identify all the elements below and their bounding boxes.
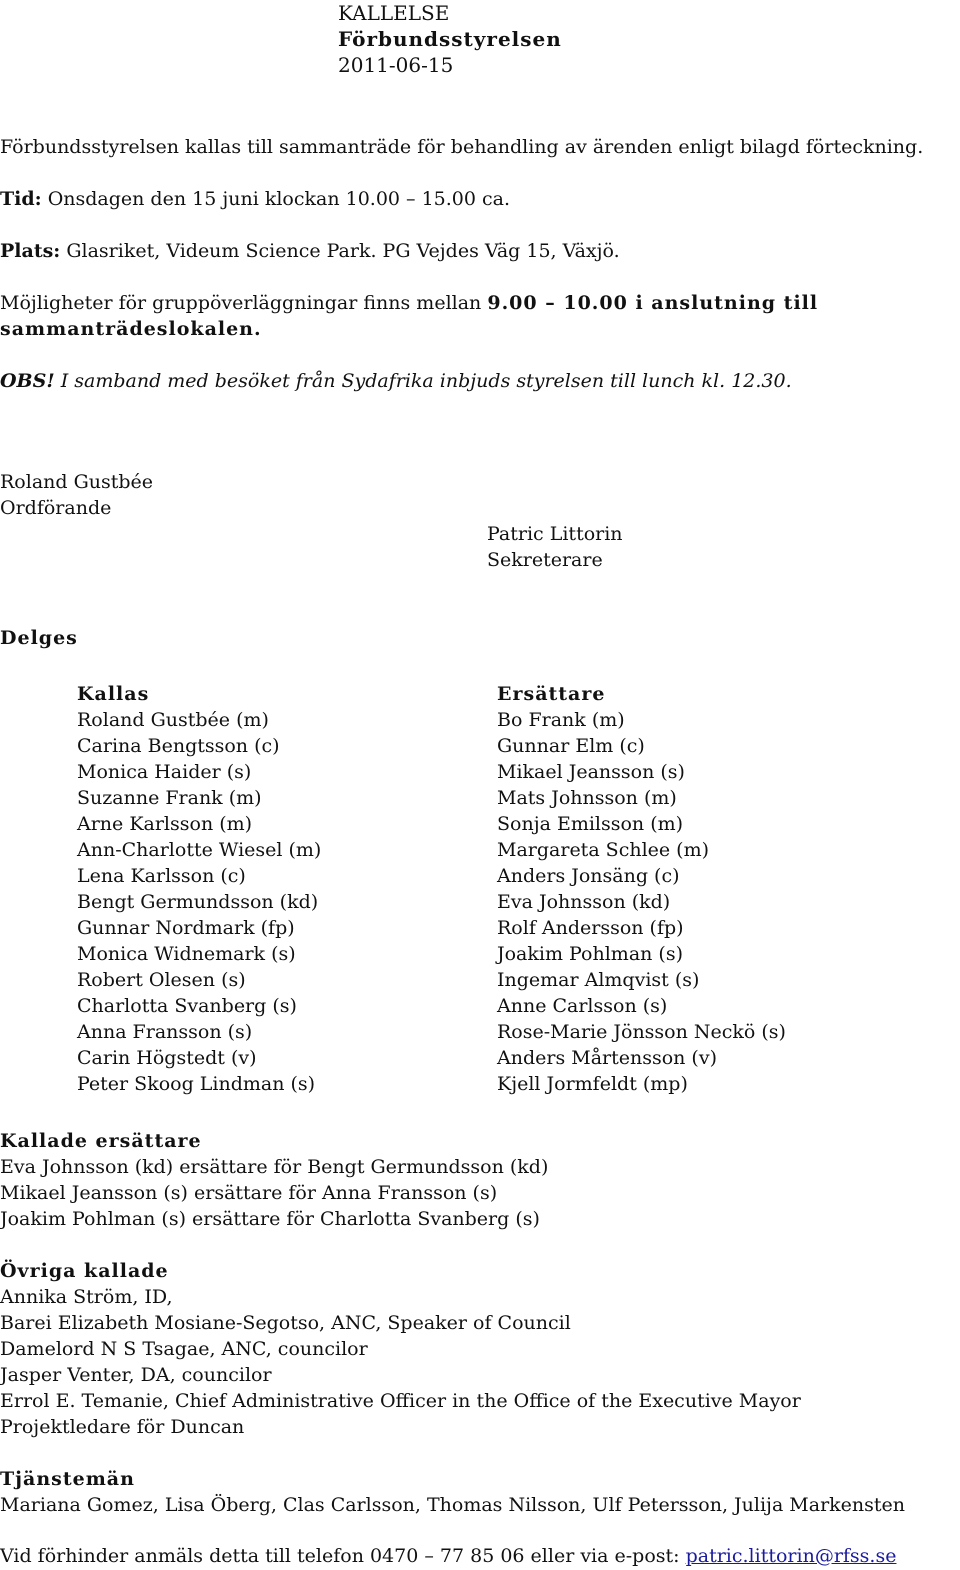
place-text: Glasriket, Videum Science Park. PG Vejdes Väg 15, Växjö. xyxy=(60,240,620,262)
ovriga-kallade-section xyxy=(0,1258,801,1440)
delges-heading: Delges xyxy=(0,627,78,649)
list-item: Eva Johnsson (kd) ersättare för Bengt Germundsson (kd) xyxy=(0,1156,549,1178)
intro-text: Förbundsstyrelsen kallas till sammanträde för behandling av ärenden enligt bilagd förteckning. xyxy=(0,136,924,158)
list-item: Joakim Pohlman (s) ersättare för Charlotta Svanberg (s) xyxy=(0,1208,540,1230)
signature-secretary xyxy=(487,521,623,573)
list-item: Bengt Germundsson (kd) xyxy=(77,891,319,913)
secretary-role: Sekreterare xyxy=(487,549,603,571)
list-item: Anders Jonsäng (c) xyxy=(497,865,680,887)
time-text: Onsdagen den 15 juni klockan 10.00 – 15.00 ca. xyxy=(41,188,511,210)
document-title: KALLELSE xyxy=(338,1,450,25)
group-meeting-location: sammanträdeslokalen. xyxy=(0,318,262,340)
list-item: Monica Widnemark (s) xyxy=(77,943,296,965)
list-item: Annika Ström, ID, xyxy=(0,1286,173,1308)
list-item: Robert Olesen (s) xyxy=(77,969,246,991)
chairman-name: Roland Gustbée xyxy=(0,471,154,493)
chairman-role: Ordförande xyxy=(0,497,112,519)
document-subtitle: Förbundsstyrelsen xyxy=(338,27,562,51)
signature-chairman xyxy=(0,469,153,521)
document-header xyxy=(338,0,562,78)
place-label: Plats: xyxy=(0,240,61,262)
obs-line xyxy=(0,368,792,394)
list-item: Bo Frank (m) xyxy=(497,709,625,731)
ersattare-heading: Ersättare xyxy=(497,683,606,705)
list-item: Jasper Venter, DA, councilor xyxy=(0,1364,272,1386)
list-item: Damelord N S Tsagae, ANC, councilor xyxy=(0,1338,368,1360)
list-item: Rose-Marie Jönsson Neckö (s) xyxy=(497,1021,786,1043)
list-item: Mikael Jeansson (s) ersättare för Anna Fransson (s) xyxy=(0,1182,498,1204)
list-item: Carina Bengtsson (c) xyxy=(77,735,280,757)
list-item: Charlotta Svanberg (s) xyxy=(77,995,297,1017)
email-link[interactable]: patric.littorin@rfss.se xyxy=(685,1545,897,1567)
kallas-list xyxy=(77,681,321,1097)
obs-label: OBS! xyxy=(0,370,55,392)
list-item: Sonja Emilsson (m) xyxy=(497,813,684,835)
ovriga-kallade-heading: Övriga kallade xyxy=(0,1260,169,1282)
obs-text: I samband med besöket från Sydafrika inbjuds styrelsen till lunch kl. 12.30. xyxy=(54,370,792,392)
footer-text: Vid förhinder anmäls detta till telefon 0470 – 77 85 06 eller via e-post: xyxy=(0,1545,686,1567)
footer-line xyxy=(0,1543,896,1569)
list-item: Arne Karlsson (m) xyxy=(77,813,253,835)
group-meeting-text: Möjligheter för gruppöverläggningar finns mellan xyxy=(0,292,488,314)
list-item: Anders Mårtensson (v) xyxy=(497,1047,717,1069)
time-line xyxy=(0,186,510,212)
place-line xyxy=(0,238,620,264)
list-item: Suzanne Frank (m) xyxy=(77,787,262,809)
list-item: Roland Gustbée (m) xyxy=(77,709,269,731)
document-date: 2011-06-15 xyxy=(338,53,454,77)
list-item: Kjell Jormfeldt (mp) xyxy=(497,1073,688,1095)
list-item: Lena Karlsson (c) xyxy=(77,865,246,887)
list-item: Mikael Jeansson (s) xyxy=(497,761,685,783)
ersattare-list xyxy=(497,681,786,1097)
kallas-heading: Kallas xyxy=(77,683,150,705)
list-item: Ann-Charlotte Wiesel (m) xyxy=(77,839,322,861)
list-item: Margareta Schlee (m) xyxy=(497,839,710,861)
list-item: Errol E. Temanie, Chief Administrative Officer in the Office of the Executive Mayor xyxy=(0,1390,801,1412)
tjanstemen-text: Mariana Gomez, Lisa Öberg, Clas Carlsson, Thomas Nilsson, Ulf Petersson, Julija Markensten xyxy=(0,1494,906,1516)
list-item: Carin Högstedt (v) xyxy=(77,1047,257,1069)
tjanstemen-heading: Tjänstemän xyxy=(0,1468,135,1490)
list-item: Ingemar Almqvist (s) xyxy=(497,969,700,991)
list-item: Anne Carlsson (s) xyxy=(497,995,668,1017)
list-item: Gunnar Elm (c) xyxy=(497,735,645,757)
kallade-ersattare-heading: Kallade ersättare xyxy=(0,1130,202,1152)
tjanstemen-section xyxy=(0,1466,905,1518)
group-meeting-time: 9.00 – 10.00 i anslutning till xyxy=(487,292,819,314)
list-item: Joakim Pohlman (s) xyxy=(497,943,683,965)
list-item: Projektledare för Duncan xyxy=(0,1416,245,1438)
list-item: Barei Elizabeth Mosiane-Segotso, ANC, Speaker of Council xyxy=(0,1312,571,1334)
list-item: Monica Haider (s) xyxy=(77,761,252,783)
group-meeting-line xyxy=(0,290,818,316)
list-item: Mats Johnsson (m) xyxy=(497,787,677,809)
list-item: Eva Johnsson (kd) xyxy=(497,891,671,913)
list-item: Gunnar Nordmark (fp) xyxy=(77,917,295,939)
secretary-name: Patric Littorin xyxy=(487,523,623,545)
kallade-ersattare-section xyxy=(0,1128,548,1232)
list-item: Rolf Andersson (fp) xyxy=(497,917,684,939)
time-label: Tid: xyxy=(0,188,42,210)
list-item: Anna Fransson (s) xyxy=(77,1021,253,1043)
list-item: Peter Skoog Lindman (s) xyxy=(77,1073,316,1095)
